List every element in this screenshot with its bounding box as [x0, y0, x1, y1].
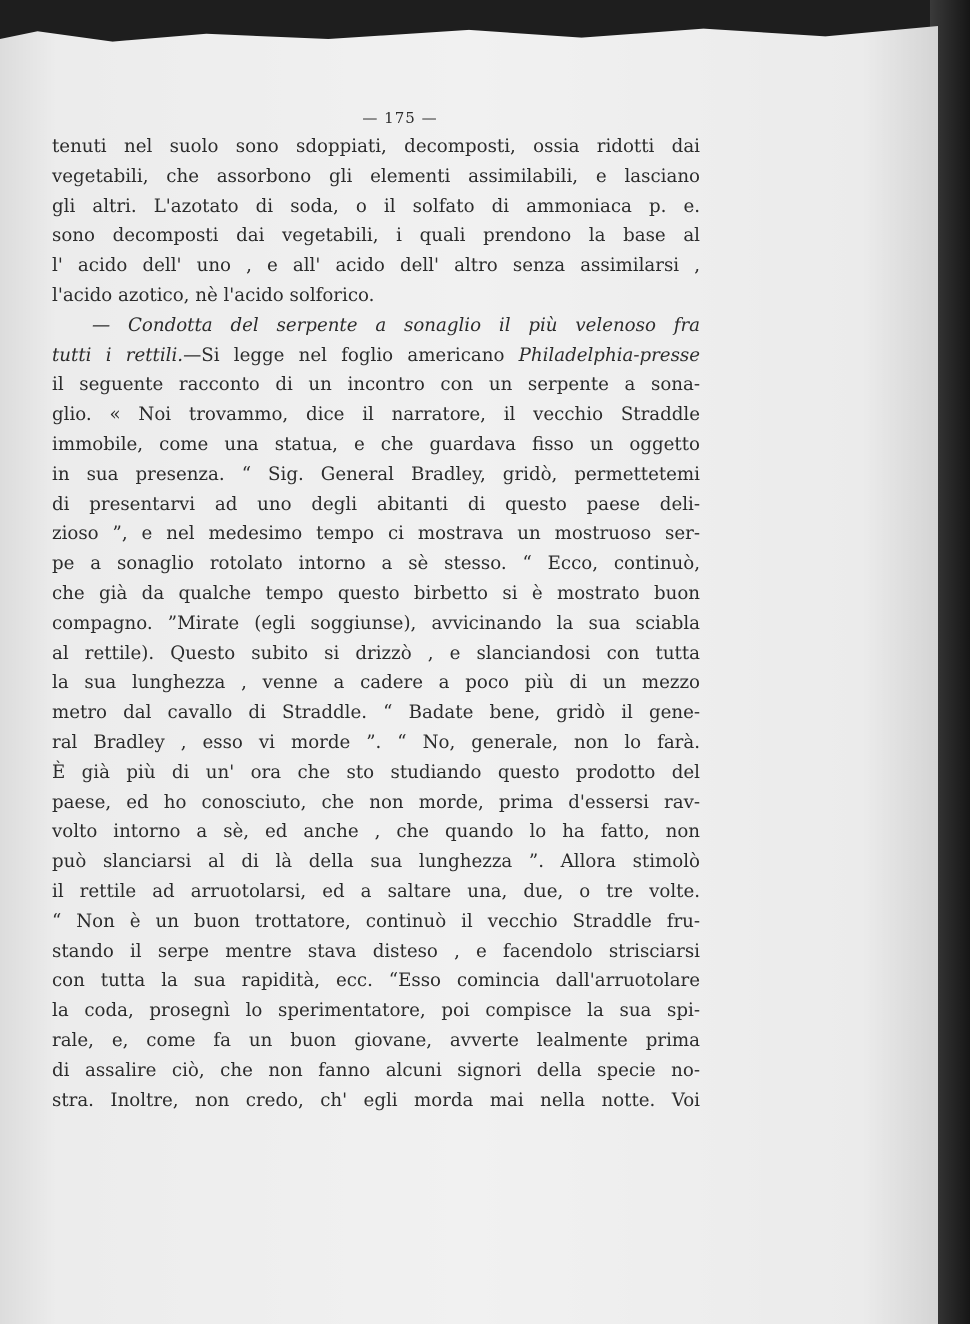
text-line: stando il serpe mentre stava disteso , e facendolo strisciarsi: [52, 940, 700, 962]
text-line: l' acido dell' uno , e all' acido dell' altro senza assimilarsi ,: [52, 255, 700, 277]
text-line: “ Non è un buon trottatore, continuò il vecchio Straddle fru-: [52, 910, 700, 932]
text-line: rale, e, come fa un buon giovane, avverte lealmente prima: [52, 1029, 700, 1051]
text-line: È già più di un' ora che sto studiando questo prodotto del: [52, 761, 700, 783]
text-line: di presentarvi ad uno degli abitanti di questo paese deli-: [52, 493, 700, 515]
text-line: al rettile). Questo subito si drizzò , e slanciandosi con tutta: [52, 642, 700, 664]
text-line: stra. Inoltre, non credo, ch' egli morda mai nella notte. Voi: [52, 1089, 700, 1111]
text-line: pe a sonaglio rotolato intorno a sè stesso. “ Ecco, continuò,: [52, 553, 700, 575]
source-title: Philadelphia-presse: [518, 344, 700, 366]
page-number: — 175 —: [362, 109, 438, 127]
text-line: sono decomposti dai vegetabili, i quali prendono la base al: [52, 225, 700, 247]
text-line: metro dal cavallo di Straddle. “ Badate bene, gridò il gene-: [52, 702, 700, 724]
text-line: compagno. ”Mirate (egli soggiunse), avvicinando la sua sciabla: [52, 612, 700, 634]
page-text: [52, 104, 700, 1115]
text-line: l'acido azotico, nè l'acido solforico.: [52, 284, 375, 306]
text-line: la sua lunghezza , venne a cadere a poco più di un mezzo: [52, 672, 700, 694]
text-line: zioso ”, e nel medesimo tempo ci mostrava un mostruoso ser-: [52, 523, 700, 545]
text-line: il seguente racconto di un incontro con un serpente a sona-: [52, 374, 700, 396]
text-line: ral Bradley , esso vi morde ”. “ No, generale, non lo farà.: [52, 731, 700, 753]
text-line: può slanciarsi al di là della sua lunghezza ”. Allora stimolò: [52, 851, 700, 873]
heading-italic: tutti i rettili.: [52, 344, 184, 366]
text-line: volto intorno a sè, ed anche , che quando lo ha fatto, non: [52, 821, 700, 843]
text-line: di assalire ciò, che non fanno alcuni signori della specie no-: [52, 1059, 700, 1081]
text-line: la coda, prosegnì lo sperimentatore, poi compisce la sua spi-: [52, 1000, 700, 1022]
text-line: gli altri. L'azotato di soda, o il solfato di ammoniaca p. e.: [52, 195, 700, 217]
text-line: glio. « Noi trovammo, dice il narratore, il vecchio Straddle: [52, 404, 700, 426]
section-heading-continuation: [52, 341, 700, 371]
text-line: vegetabili, che assorbono gli elementi assimilabili, e lasciano: [52, 165, 700, 187]
text-line: immobile, come una statua, e che guardava fisso un oggetto: [52, 433, 700, 455]
text-line: che già da qualche tempo questo birbetto si è mostrato buon: [52, 582, 700, 604]
text-line: paese, ed ho conosciuto, che non morde, prima d'essersi rav-: [52, 791, 700, 813]
section-heading: — Condotta del serpente a sonaglio il più velenoso fra: [92, 314, 700, 336]
text-line: il rettile ad arruotolarsi, ed a saltare una, due, o tre volte.: [52, 880, 700, 902]
text-line: in sua presenza. “ Sig. General Bradley, gridò, permettetemi: [52, 463, 700, 485]
heading-text: —Si legge nel foglio americano: [183, 344, 519, 366]
text-line: con tutta la sua rapidità, ecc. “Esso comincia dall'arruotolare: [52, 970, 700, 992]
text-line: tenuti nel suolo sono sdoppiati, decomposti, ossia ridotti dai: [52, 136, 700, 157]
